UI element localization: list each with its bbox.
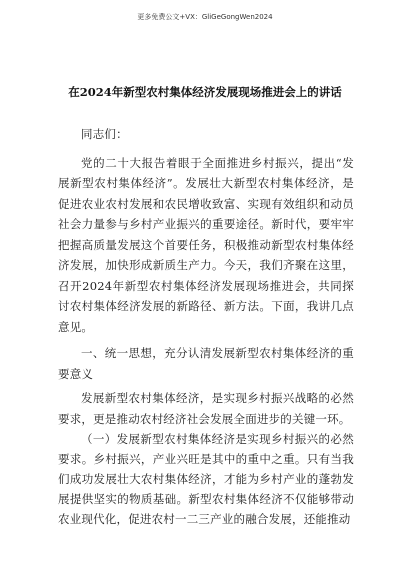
paragraph-section1-point1: （一）发展新型农村集体经济是实现乡村振兴的必然要求。乡村振兴，产业兴旺是其中的重中之重。只有当我们成功发展壮大农村集体经济，才能为乡村产业的蓬勃发展提供坚实的物质基础。新型农村集体经济不仅能够带动农业现代化，促进农村一二三产业的融合发展，还能推动 [58,432,354,526]
paragraph-intro: 党的二十大报告着眼于全面推进乡村振兴，提出“发展新型农村集体经济”。发展壮大新型农村集体经济，是促进农业农村发展和农民增收致富、实现有效组织和动员社会力量参与乡村产业振兴的重要途径。新时代，要牢牢把握高质量发展这个首要任务，积极推动新型农村集体经济发展，加快形成新质生产力。今天，我们齐聚在这里，召开2024年新型农村集体经济发展现场推进会，共同探讨农村集体经济发展的新路径、新方法。下面，我讲几点意见。 [58,155,354,334]
paragraph-section1-intro: 发展新型农村集体经济，是实现乡村振兴战略的必然要求，更是推动农村经济社会发展全面进步的关键一环。 [58,391,354,426]
document-title: 在2024年新型农村集体经济发展现场推进会上的讲话 [68,85,342,99]
salutation: 同志们： [81,127,128,141]
header-note: 更多免费公文+VX：GliGeGongWen2024 [137,13,273,21]
section-heading-1: 一、统一思想，充分认清发展新型农村集体经济的重要意义 [58,346,354,381]
document-body [58,124,354,529]
